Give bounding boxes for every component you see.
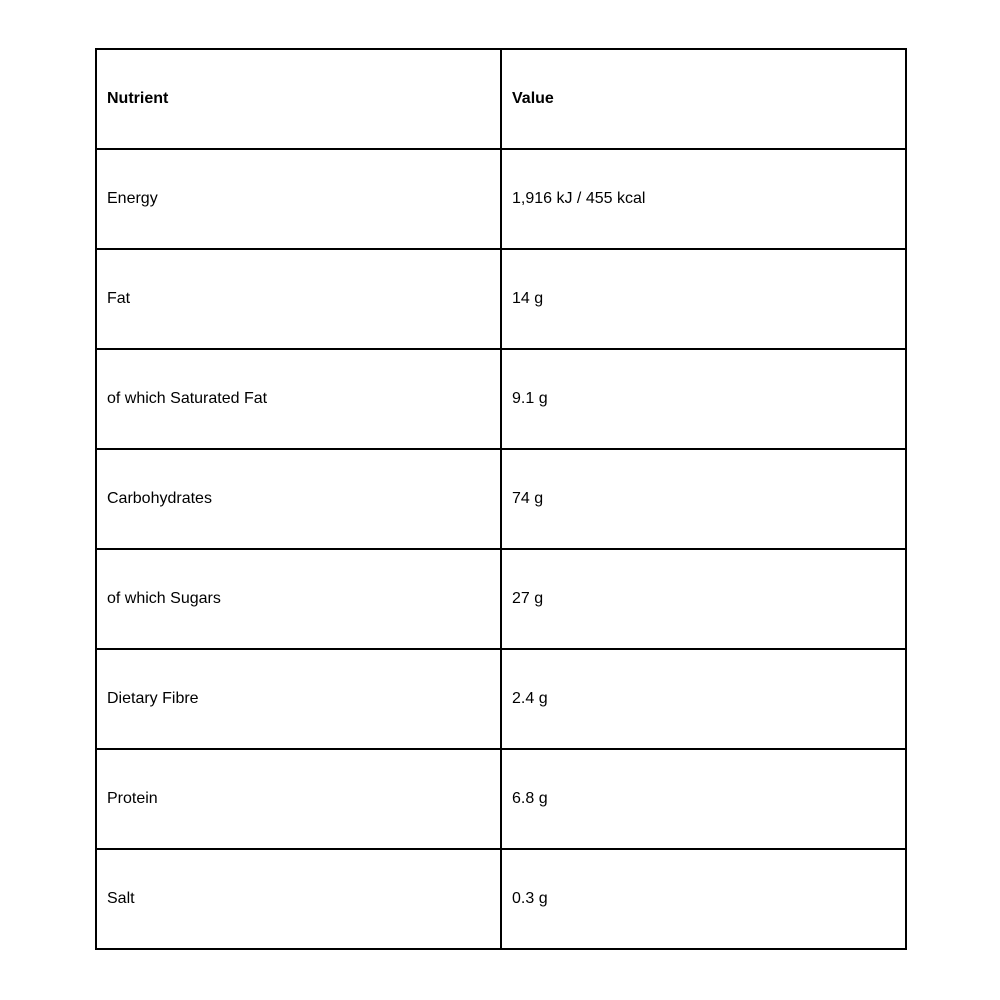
table-row <box>96 749 906 849</box>
table-row <box>96 549 906 649</box>
nutrient-cell: Energy <box>96 149 501 249</box>
table-row <box>96 849 906 949</box>
nutrient-cell: Carbohydrates <box>96 449 501 549</box>
nutrient-cell: Protein <box>96 749 501 849</box>
table-row <box>96 249 906 349</box>
header-row <box>96 49 906 149</box>
nutrient-cell: Dietary Fibre <box>96 649 501 749</box>
value-cell: 14 g <box>501 249 906 349</box>
value-cell: 0.3 g <box>501 849 906 949</box>
nutrient-cell: of which Sugars <box>96 549 501 649</box>
table-row <box>96 649 906 749</box>
table-body <box>96 149 906 949</box>
column-header-nutrient: Nutrient <box>96 49 501 149</box>
table-header <box>96 49 906 149</box>
value-cell: 74 g <box>501 449 906 549</box>
value-cell: 1,916 kJ / 455 kcal <box>501 149 906 249</box>
nutrient-cell: of which Saturated Fat <box>96 349 501 449</box>
value-cell: 27 g <box>501 549 906 649</box>
table-row <box>96 149 906 249</box>
value-cell: 2.4 g <box>501 649 906 749</box>
nutrient-cell: Fat <box>96 249 501 349</box>
nutrient-cell: Salt <box>96 849 501 949</box>
nutrition-table <box>95 48 907 950</box>
value-cell: 9.1 g <box>501 349 906 449</box>
table-row <box>96 349 906 449</box>
column-header-value: Value <box>501 49 906 149</box>
value-cell: 6.8 g <box>501 749 906 849</box>
table-row <box>96 449 906 549</box>
